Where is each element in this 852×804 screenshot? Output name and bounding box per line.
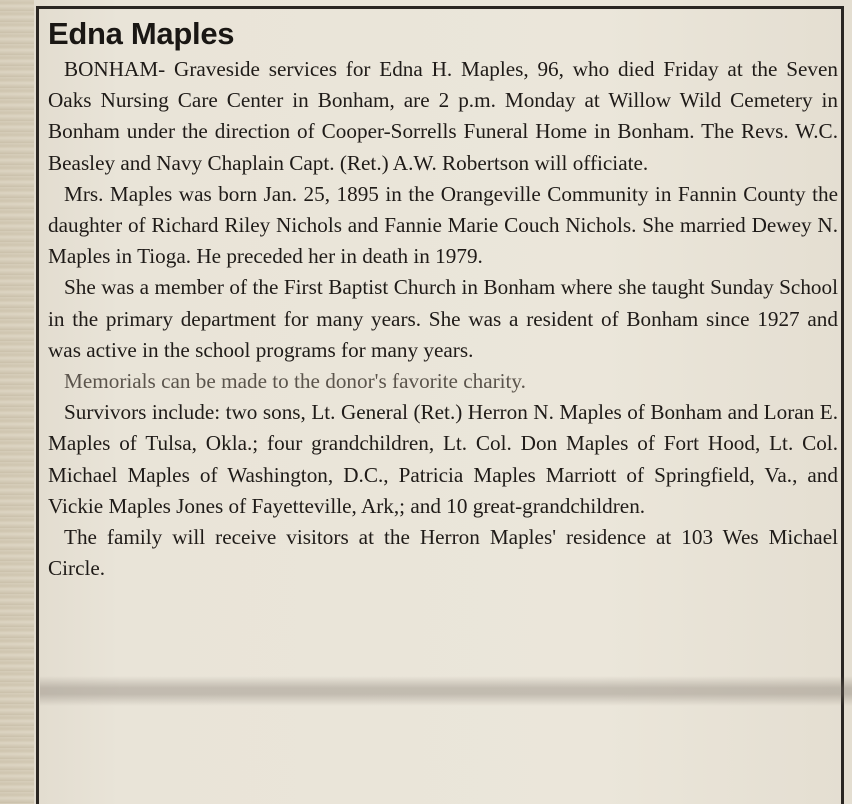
- paragraph-church: She was a member of the First Baptist Church in Bonham where she taught Sunday School in the primary department for many years. She was a resident of Bonham since 1927 and was active in the school programs for many years.: [48, 275, 838, 362]
- paragraph-visitation: The family will receive visitors at the Herron Maples' residence at 103 Wes Michael Circle.: [48, 525, 838, 581]
- paragraph-memorials: Memorials can be made to the donor's favorite charity.: [64, 369, 526, 394]
- paragraph-birth: Mrs. Maples was born Jan. 25, 1895 in the Orangeville Community in Fannin County the daughter of Richard Riley Nichols and Fannie Marie Couch Nichols. She married Dewey N. Maples in Tioga. He preceded her in death in 1979.: [48, 181, 838, 269]
- obituary-headline: Edna Maples: [48, 16, 235, 51]
- adjacent-column-edge: [0, 0, 34, 804]
- paragraph-services: BONHAM- Graveside services for Edna H. Maples, 96, who died Friday at the Seven Oaks Nursing Care Center in Bonham, are 2 p.m. Monday at Willow Wild Cemetery in Bonham under the direction of Cooper-Sorrells Funeral Home in Bonham. The Revs. W.C. Beasley and Navy Chaplain Capt. (Ret.) A.W. Robertson will officiate.: [48, 57, 838, 175]
- paragraph-survivors: Survivors include: two sons, Lt. General (Ret.) Herron N. Maples of Bonham and Loran E. Maples of Tulsa, Okla.; four grandchildren, Lt. Col. Don Maples of Fort Hood, Lt. Col. Michael Maples of Washington, D.C., Patricia Maples Marriott of Springfield, Va., and Vickie Maples Jones of Fayetteville, Ark,; and 10 great-grandchildren.: [48, 400, 838, 518]
- obituary-article: [48, 14, 838, 584]
